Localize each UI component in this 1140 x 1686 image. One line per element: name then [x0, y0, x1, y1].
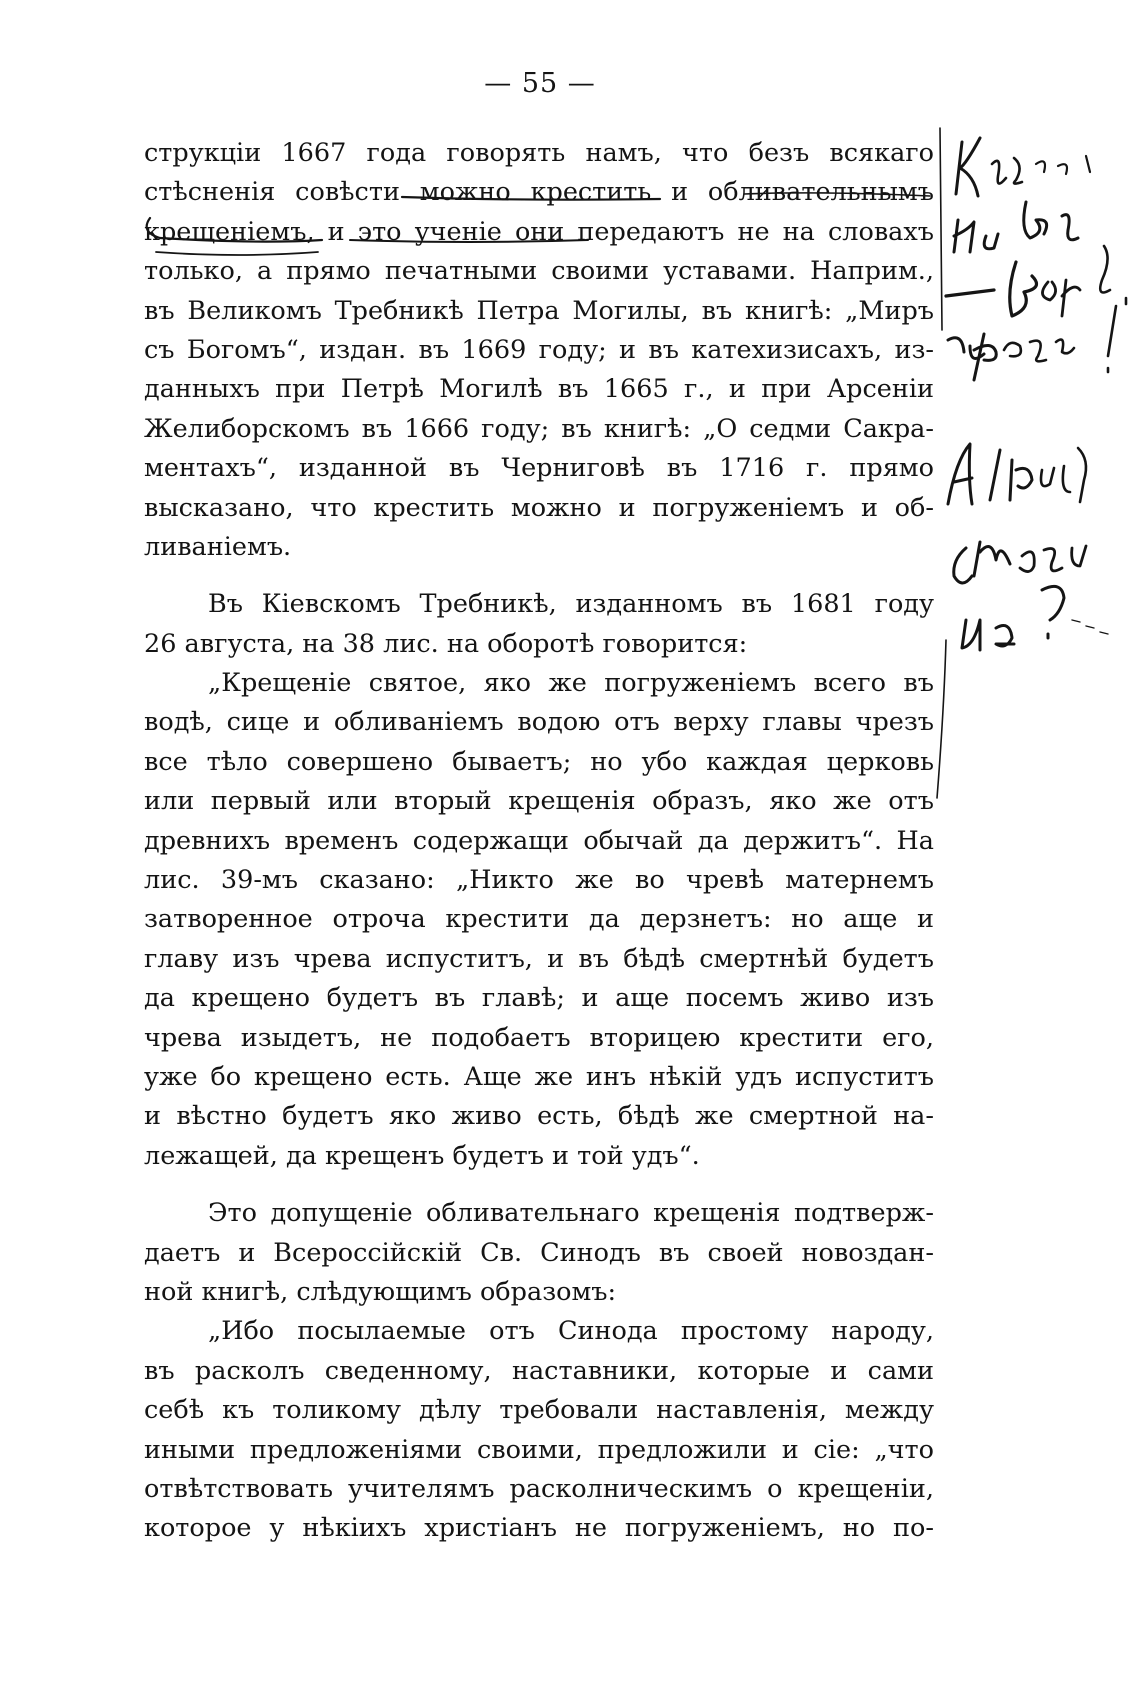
text-line: крещеніемъ, и это ученіе они передаютъ не на словахъ — [144, 216, 934, 247]
text-line: 26 августа, на 38 лис. на оборотѣ говорится: — [144, 628, 748, 659]
handwriting-drawing — [940, 120, 1140, 720]
text-line: себѣ къ толикому дѣлу требовали наставленія, между — [144, 1395, 934, 1426]
text-line: данныхъ при Петрѣ Могилѣ въ 1665 г., и при Арсеніи — [144, 374, 934, 405]
text-line: струкціи 1667 года говорять намъ, что безъ всякаго — [144, 138, 934, 168]
text-line: главу изъ чрева испуститъ, и въ бѣдѣ смертнѣй будетъ — [144, 943, 934, 974]
text-line: отвѣтствовать учителямъ расколническимъ о крещеніи, — [144, 1473, 934, 1504]
text-line: съ Богомъ“, издан. въ 1669 году; и въ катехизисахъ, из- — [144, 334, 934, 365]
text-line: или первый или вторый крещенія образъ, яко же отъ — [144, 786, 934, 817]
body-text — [144, 134, 934, 1549]
text-line: стѣсненія совѣсти можно крестить и обливательнымъ — [144, 177, 934, 208]
text-line: затворенное отроча крестити да дерзнетъ: но аще и — [144, 904, 934, 935]
text-line: въ расколъ сведенному, наставники, которые и сами — [144, 1355, 934, 1386]
text-line: да крещено будетъ въ главѣ; и аще посемъ живо изъ — [144, 983, 934, 1014]
text-line: ливаніемъ. — [144, 531, 292, 562]
text-line: ментахъ“, изданной въ Черниговѣ въ 1716 г. прямо — [144, 453, 934, 484]
page-number: — 55 — — [484, 68, 596, 99]
text-line: Это допущеніе обливательнаго крещенія подтверж- — [208, 1198, 934, 1229]
text-line: иными предложеніями своими, предложили и сіе: „что — [144, 1434, 934, 1465]
text-line: древнихъ временъ содержащи обычай да держитъ“. На — [144, 825, 934, 856]
text-line: Въ Кіевскомъ Требникѣ, изданномъ въ 1681 году — [208, 589, 934, 620]
text-line: „Ибо посылаемые отъ Синода простому народу, — [208, 1316, 934, 1347]
text-line: Желиборскомъ въ 1666 году; въ книгѣ: „О седми Сакра- — [144, 413, 934, 444]
text-line: лежащей, да крещенъ будетъ и той удъ“. — [144, 1140, 700, 1171]
text-line: лис. 39-мъ сказано: „Никто же во чревѣ матернемъ — [144, 865, 934, 896]
text-line: ной книгѣ, слѣдующимъ образомъ: — [144, 1276, 617, 1307]
text-line: уже бо крещено есть. Аще же инъ нѣкій удъ испуститъ — [144, 1061, 934, 1092]
text-line: только, а прямо печатными своими уставами. Наприм., — [144, 256, 934, 287]
text-line: которое у нѣкіихъ христіанъ не погруженіемъ, но по- — [144, 1513, 934, 1544]
text-line: чрева изыдетъ, не подобаетъ вторицею крестити его, — [144, 1022, 934, 1053]
text-line: даетъ и Всероссійскій Св. Синодъ въ своей новоздан- — [144, 1237, 934, 1268]
text-line: въ Великомъ Требникѣ Петра Могилы, въ книгѣ: „Миръ — [144, 295, 934, 326]
text-line: „Крещеніе святое, яко же погруженіемъ всего въ — [208, 668, 934, 699]
text-line: высказано, что крестить можно и погруженіемъ и об- — [144, 492, 934, 523]
text-line: все тѣло совершено бываетъ; но убо каждая церковь — [144, 746, 934, 777]
text-line: водѣ, сице и обливаніемъ водою отъ верху главы чрезъ — [144, 707, 934, 738]
text-line: и вѣстно будетъ яко живо есть, бѣдѣ же смертной на- — [144, 1101, 934, 1132]
handwritten-margin-notes — [940, 120, 1140, 720]
